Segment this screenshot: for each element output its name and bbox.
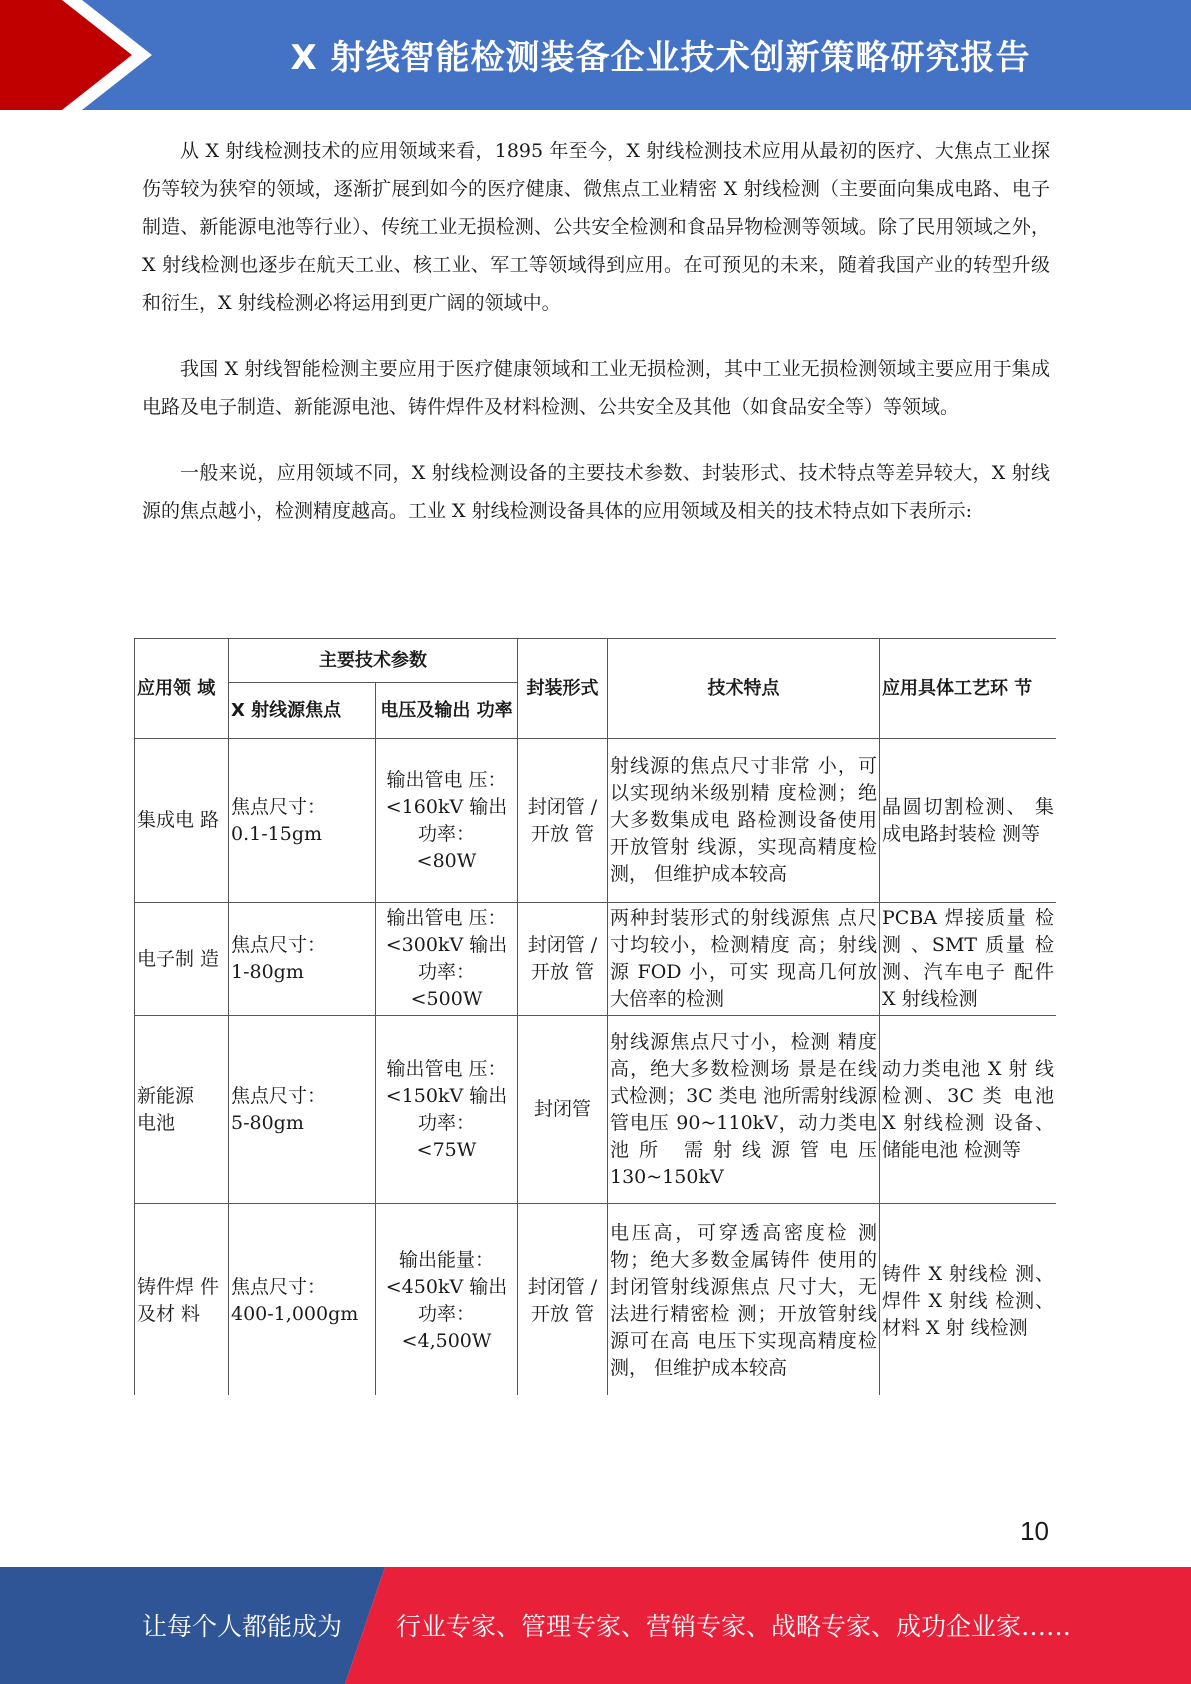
table-row xyxy=(135,1204,1057,1396)
cell-voltage: 输出管电 压： <160kV 输出功率： <80W xyxy=(376,739,518,903)
cell-focus: 焦点尺寸： 5-80gm xyxy=(229,1016,376,1204)
footer-slogan-left: 让每个人都能成为 xyxy=(142,1612,343,1641)
header-process: 应用具体工艺环 节 xyxy=(880,639,1057,739)
cell-voltage: 输出管电 压： <300kV 输出功率： <500W xyxy=(376,903,518,1016)
paragraph-2: 我国 X 射线智能检测主要应用于医疗健康领域和工业无损检测，其中工业无损检测领域主要应用于集成电路及电子制造、新能源电池、铸件焊件及材料检测、公共安全及其他（如食品安全等）等领域。 xyxy=(142,358,1050,418)
cell-field: 集成电 路 xyxy=(135,739,229,903)
footer-slogan-right: 行业专家、管理专家、营销专家、战略专家、成功企业家…… xyxy=(396,1612,1072,1641)
body-content xyxy=(142,132,1050,558)
cell-process: PCBA 焊接质量 检测 、SMT 质量 检测、汽车电子 配件 X 射线检测 xyxy=(880,903,1057,1016)
application-tech-table xyxy=(134,638,1056,1395)
cell-focus: 焦点尺寸： 400-1,000gm xyxy=(229,1204,376,1396)
footer-bar xyxy=(0,1567,1191,1684)
paragraph-1: 从 X 射线检测技术的应用领域来看，1895 年至今，X 射线检测技术应用从最初的医疗、大焦点工业探伤等较为狭窄的领域，逐渐扩展到如今的医疗健康、微焦点工业精密 X 射线检测（主要面向集成电路、电子制造、新能源电池等行业）、传统工业无损检测、公共安全检测和食品异物检测等领域。除了民用领域之外，X 射线检测也逐步在航天工业、核工业、军工等领域得到应用。在可预见的未来，随着我国产业的转型升级和衍生，X 射线检测必将运用到更广阔的领域中。 xyxy=(142,140,1050,314)
cell-process: 动力类电池 X 射 线检测、3C 类 电池 X 射线检测 设备、储能电池 检测等 xyxy=(880,1016,1057,1204)
cell-field: 新能源 电池 xyxy=(135,1016,229,1204)
table-row xyxy=(135,739,1057,903)
cell-focus: 焦点尺寸： 1-80gm xyxy=(229,903,376,1016)
cell-package: 封闭管 / 开放 管 xyxy=(518,903,608,1016)
page-number: 10 xyxy=(1020,1516,1049,1546)
header-features: 技术特点 xyxy=(608,639,880,739)
cell-features: 射线源的焦点尺寸非常 小，可以实现纳米级别精 度检测；绝大多数集成电 路检测设备使用开放管射 线源，实现高精度检测， 但维护成本较高 xyxy=(608,739,880,903)
header-package: 封装形式 xyxy=(518,639,608,739)
cell-voltage: 输出能量： <450kV 输出功率： <4,500W xyxy=(376,1204,518,1396)
cell-features: 射线源焦点尺寸小，检测 精度高，绝大多数检测场 景是在线式检测；3C 类电 池所需射线源管电压 90~110kV，动力类电池所 需射线源管电压 130~150kV xyxy=(608,1016,880,1204)
table-row xyxy=(135,1016,1057,1204)
header-focus: X 射线源焦点 xyxy=(229,683,376,739)
cell-field: 铸件焊 件 及材 料 xyxy=(135,1204,229,1396)
header-main-params: 主要技术参数 xyxy=(229,639,518,683)
cell-package: 封闭管 / 开放 管 xyxy=(518,739,608,903)
cell-voltage: 输出管电 压： <150kV 输出功率： <75W xyxy=(376,1016,518,1204)
paragraph-3: 一般来说，应用领域不同，X 射线检测设备的主要技术参数、封装形式、技术特点等差异较大，X 射线源的焦点越小，检测精度越高。工业 X 射线检测设备具体的应用领域及相关的技术特点如下表所示: xyxy=(142,462,1050,522)
cell-features: 电压高，可穿透高密度检 测物；绝大多数金属铸件 使用的封闭管射线源焦点 尺寸大，无法进行精密检 测；开放管射线源可在高 电压下实现高精度检测， 但维护成本较高 xyxy=(608,1204,880,1396)
header-bar xyxy=(0,0,1191,110)
tech-table-wrap xyxy=(134,638,1056,1395)
cell-process: 晶圆切割检测、 集成电路封装检 测等 xyxy=(880,739,1057,903)
cell-package: 封闭管 / 开放 管 xyxy=(518,1204,608,1396)
cell-features: 两种封装形式的射线源焦 点尺寸均较小，检测精度 高；射线源 FOD 小，可实 现高几何放大倍率的检测 xyxy=(608,903,880,1016)
report-title: X 射线智能检测装备企业技术创新策略研究报告 xyxy=(290,38,1031,78)
header-field: 应用领 域 xyxy=(135,639,229,739)
cell-process: 铸件 X 射线检 测、焊件 X 射线 检测、材料 X 射 线检测 xyxy=(880,1204,1057,1396)
cell-field: 电子制 造 xyxy=(135,903,229,1016)
table-row xyxy=(135,903,1057,1016)
header-voltage: 电压及输出 功率 xyxy=(376,683,518,739)
chevron-arrow-icon xyxy=(0,0,160,110)
cell-focus: 焦点尺寸： 0.1-15gm xyxy=(229,739,376,903)
cell-package: 封闭管 xyxy=(518,1016,608,1204)
